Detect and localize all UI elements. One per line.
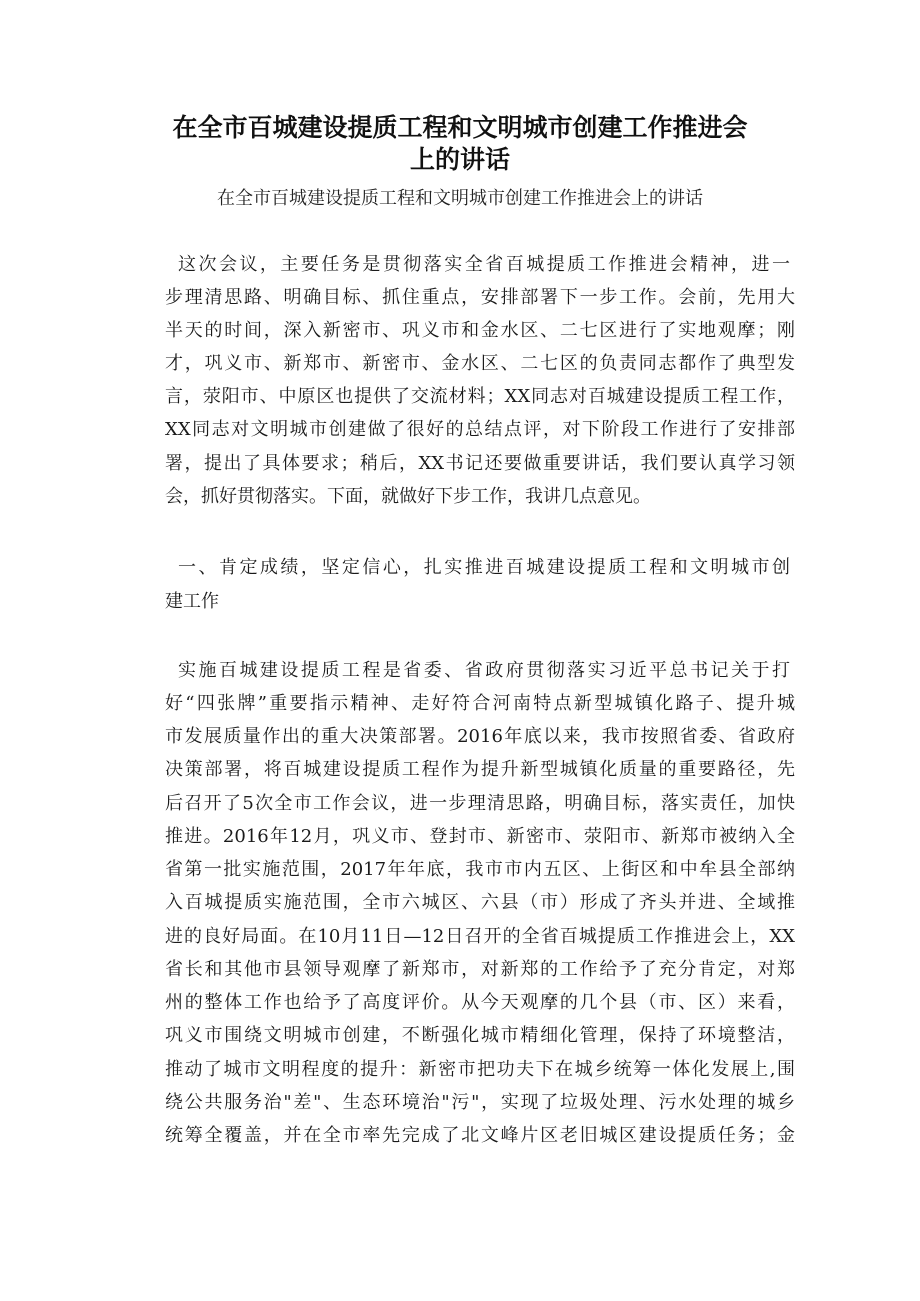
paragraph-1-line: 这次会议，主要任务是贯彻落实全省百城提质工作推进会精神，进一 [178, 254, 790, 275]
paragraph-1-line: 半天的时间，深入新密市、巩义市和金水区、二七区进行了实地观摩；刚 [165, 320, 795, 341]
paragraph-3-line: 统筹全覆盖，并在全市率先完成了北文峰片区老旧城区建设提质任务；金 [165, 1125, 795, 1146]
paragraph-1-line: 言，荥阳市、中原区也提供了交流材料；XX同志对百城建设提质工程工作， [165, 386, 795, 407]
paragraph-3-line: 实施百城建设提质工程是省委、省政府贯彻落实习近平总书记关于打 [178, 660, 790, 681]
section-heading-line: 建工作 [165, 591, 219, 612]
document-title-line-1: 在全市百城建设提质工程和文明城市创建工作推进会 [172, 113, 748, 142]
paragraph-3-line: 进的良好局面。在10月11日—12日召开的全省百城提质工作推进会上，XX [165, 926, 795, 947]
paragraph-3-line: 好“四张牌”重要指示精神、走好符合河南特点新型城镇化路子、提升城 [165, 693, 795, 714]
paragraph-1-line: 署，提出了具体要求；稍后，XX书记还要做重要讲话，我们要认真学习领 [165, 453, 795, 474]
paragraph-3-line: 绕公共服务治"差"、生态环境治"污"，实现了垃圾处理、污水处理的城乡 [165, 1092, 795, 1113]
paragraph-3-line: 推动了城市文明程度的提升：新密市把功夫下在城乡统筹一体化发展上,围 [165, 1059, 795, 1080]
paragraph-3-line: 入百城提质实施范围，全市六城区、六县（市）形成了齐头并进、全域推 [165, 892, 795, 913]
paragraph-3-line: 决策部署，将百城建设提质工程作为提升新型城镇化质量的重要路径，先 [165, 759, 795, 780]
paragraph-3-line: 州的整体工作也给予了高度评价。从今天观摩的几个县（市、区）来看， [165, 992, 795, 1013]
paragraph-3-line: 后召开了5次全市工作会议，进一步理清思路，明确目标，落实责任，加快 [165, 793, 795, 814]
paragraph-3-line: 市发展质量作出的重大决策部署。2016年底以来，我市按照省委、省政府 [165, 726, 795, 747]
paragraph-1-line: 会，抓好贯彻落实。下面，就做好下步工作，我讲几点意见。 [165, 486, 651, 507]
paragraph-3-line: 推进。2016年12月，巩义市、登封市、新密市、荥阳市、新郑市被纳入全 [165, 826, 795, 847]
document-subtitle: 在全市百城建设提质工程和文明城市创建工作推进会上的讲话 [217, 188, 703, 209]
paragraph-3-line: 巩义市围绕文明城市创建，不断强化城市精细化管理，保持了环境整洁， [165, 1025, 795, 1046]
paragraph-1-line: 才，巩义市、新郑市、新密市、金水区、二七区的负责同志都作了典型发 [165, 353, 795, 374]
section-heading-line: 一、肯定成绩，坚定信心，扎实推进百城建设提质工程和文明城市创 [178, 557, 790, 578]
paragraph-3-line: 省长和其他市县领导观摩了新郑市，对新郑的工作给予了充分肯定，对郑 [165, 959, 795, 980]
paragraph-1-line: 步理清思路、明确目标、抓住重点，安排部署下一步工作。会前，先用大 [165, 287, 795, 308]
document-title-line-2: 上的讲话 [409, 145, 510, 174]
paragraph-1-line: XX同志对文明城市创建做了很好的总结点评，对下阶段工作进行了安排部 [165, 419, 795, 440]
paragraph-3-line: 省第一批实施范围，2017年年底，我市市内五区、上街区和中牟县全部纳 [165, 859, 795, 880]
